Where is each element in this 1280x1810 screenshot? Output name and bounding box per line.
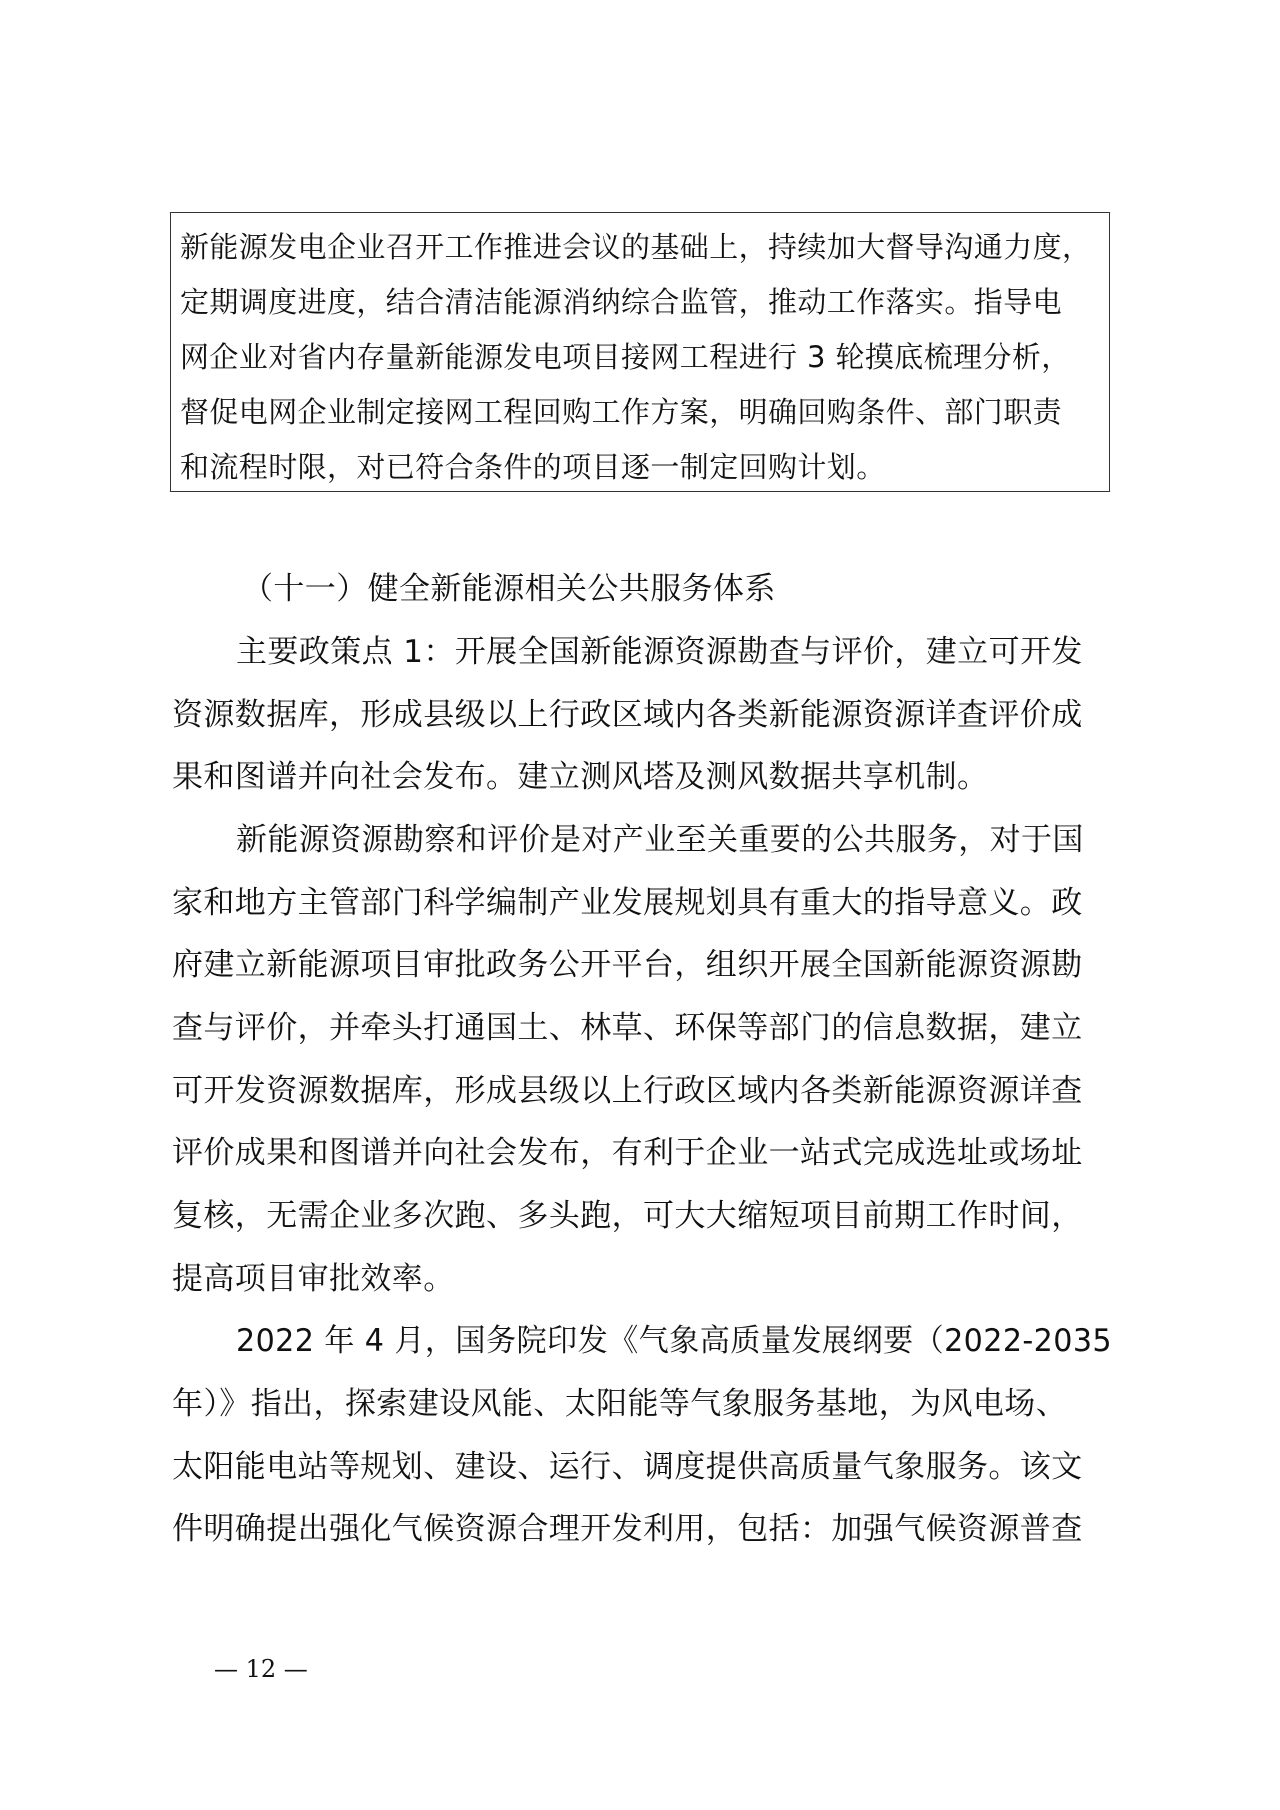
boxed-line: 网企业对省内存量新能源发电项目接网工程进行 3 轮摸底梳理分析， bbox=[180, 340, 1071, 374]
page-number: — 12 — bbox=[214, 1655, 308, 1683]
paragraph-line: 件明确提出强化气候资源合理开发利用，包括：加强气候资源普查 bbox=[172, 1511, 1083, 1547]
paragraph-line: 资源数据库，形成县级以上行政区域内各类新能源资源详查评价成 bbox=[172, 697, 1083, 733]
paragraph-line: 果和图谱并向社会发布。建立测风塔及测风数据共享机制。 bbox=[172, 759, 989, 795]
boxed-line: 新能源发电企业召开工作推进会议的基础上，持续加大督导沟通力度， bbox=[180, 230, 1092, 264]
paragraph-line: 可开发资源数据库，形成县级以上行政区域内各类新能源资源详查 bbox=[172, 1073, 1083, 1109]
paragraph-line: 主要政策点 1：开展全国新能源资源勘查与评价，建立可开发 bbox=[236, 634, 1083, 670]
boxed-line: 和流程时限，对已符合条件的项目逐一制定回购计划。 bbox=[180, 450, 886, 484]
paragraph-line: 府建立新能源项目审批政务公开平台，组织开展全国新能源资源勘 bbox=[172, 947, 1083, 983]
boxed-line: 定期调度进度，结合清洁能源消纳综合监管，推动工作落实。指导电 bbox=[180, 285, 1063, 319]
paragraph-line: 评价成果和图谱并向社会发布，有利于企业一站式完成选址或场址 bbox=[172, 1135, 1083, 1171]
paragraph-line: 家和地方主管部门科学编制产业发展规划具有重大的指导意义。政 bbox=[172, 885, 1083, 921]
boxed-line: 督促电网企业制定接网工程回购工作方案，明确回购条件、部门职责 bbox=[180, 395, 1063, 429]
paragraph-line: 2022 年 4 月，国务院印发《气象高质量发展纲要（2022-2035 bbox=[236, 1323, 1112, 1359]
section-heading: （十一）健全新能源相关公共服务体系 bbox=[242, 571, 776, 607]
paragraph-line: 复核，无需企业多次跑、多头跑，可大大缩短项目前期工作时间， bbox=[172, 1198, 1083, 1234]
paragraph-line: 查与评价，并牵头打通国土、林草、环保等部门的信息数据，建立 bbox=[172, 1010, 1083, 1046]
paragraph-line: 新能源资源勘察和评价是对产业至关重要的公共服务，对于国 bbox=[236, 822, 1084, 858]
paragraph-line: 年）》指出，探索建设风能、太阳能等气象服务基地，为风电场、 bbox=[172, 1386, 1068, 1422]
paragraph-line: 太阳能电站等规划、建设、运行、调度提供高质量气象服务。该文 bbox=[172, 1449, 1083, 1485]
paragraph-line: 提高项目审批效率。 bbox=[172, 1261, 455, 1297]
